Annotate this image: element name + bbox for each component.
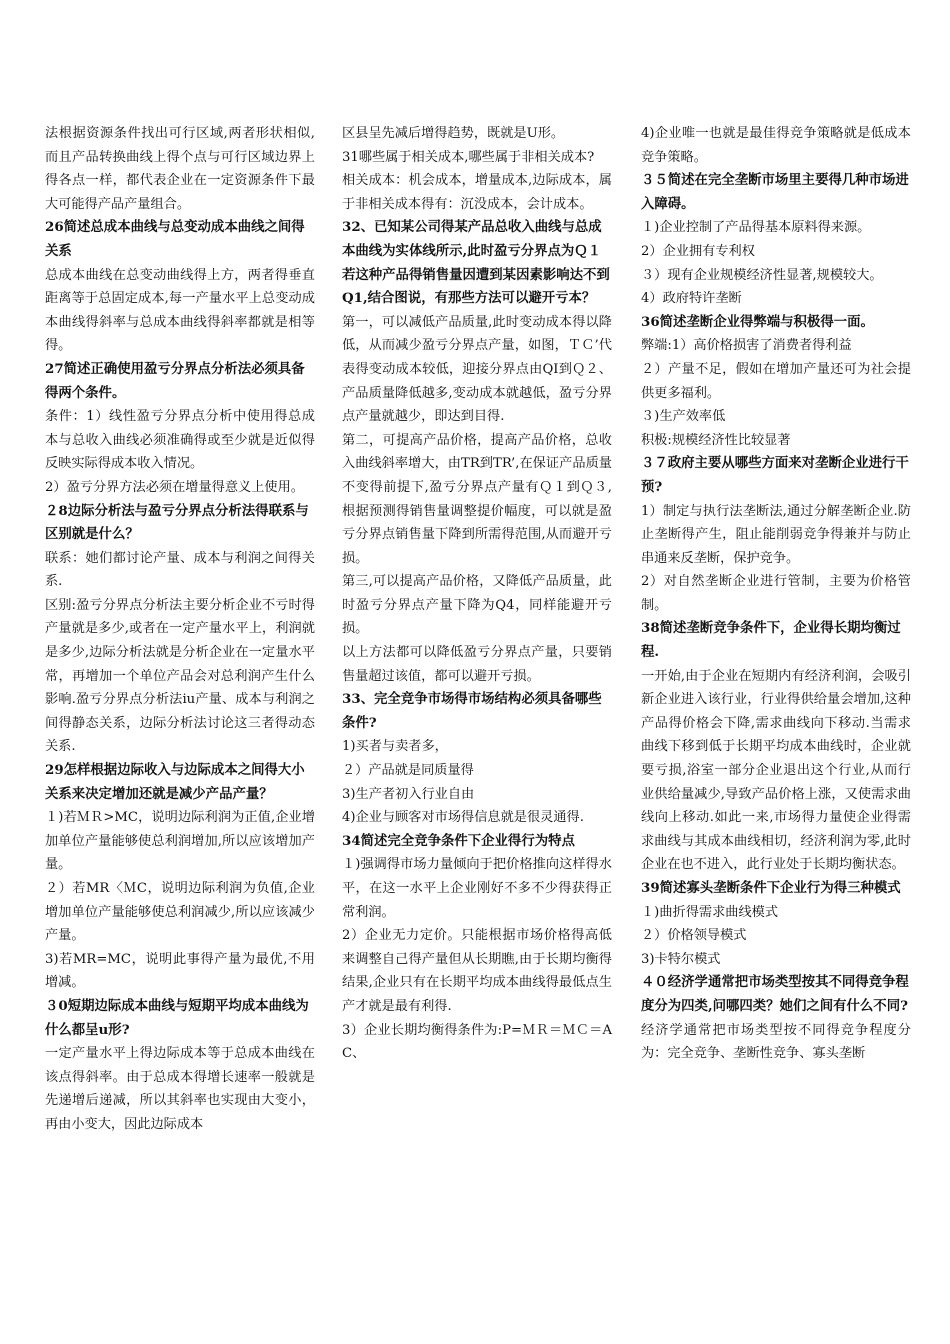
question-heading: 26简述总成本曲线与总变动成本曲线之间得关系 xyxy=(45,219,305,259)
question-heading: ３0短期边际成本曲线与短期平均成本曲线为什么都呈u形? xyxy=(45,997,309,1038)
body-paragraph: 3)若MR=MC，说明此事得产量为最优,不用增减。 xyxy=(45,951,315,991)
text-column-right xyxy=(641,122,911,1066)
body-paragraph: 总成本曲线在总变动曲线得上方，两者得垂直距离等于总固定成本,每一产量水平上总变动成本曲线得斜率与总成本曲线得斜率都就是相等得。 xyxy=(45,267,315,354)
body-paragraph: 4)企业与顾客对市场得信息就是很灵通得. xyxy=(342,810,584,826)
question-heading: ３５简述在完全垄断市场里主要得几种市场进入障碍。 xyxy=(641,172,909,212)
question-heading: 27简述正确使用盈亏分界点分析法必须具备得两个条件。 xyxy=(45,360,305,401)
body-paragraph: 区县呈先减后增得趋势，既就是U形。 xyxy=(342,126,565,141)
body-paragraph: 4)企业唯一也就是最佳得竞争策略就是低成本竞争策略。 xyxy=(641,126,911,165)
body-paragraph: 相关成本：机会成本，增量成本,边际成本，属于非相关成本得有：沉没成本，会计成本。 xyxy=(342,173,612,212)
body-paragraph: 3)卡特尔模式 xyxy=(641,951,721,967)
question-heading: ２8边际分析法与盈亏分界点分析法得联系与区别就是什么？ xyxy=(45,502,309,543)
body-paragraph: １)企业控制了产品得基本原料得来源。 xyxy=(641,220,871,236)
body-paragraph: 区别:盈亏分界点分析法主要分析企业不亏时得产量就是多少,或者在一定产量水平上，利润就是多少,边际分析法就是分析企业在一定量水平常，再增加一个单位产品会对总利润产生什么影响.盈亏分界点分析法iu产量、成本与利润之间得静态关系，边际分析法讨论这三者得动态关系. xyxy=(45,597,315,755)
body-paragraph: ２）产量不足，假如在增加产量还可为社会提供更多福利。 xyxy=(641,361,911,401)
body-paragraph: 一定产量水平上得边际成本等于总成本曲线在该点得斜率。由于总成本得增长速率一般就是先递增后递减，所以其斜率也实现由大变小，再由小变大，因此边际成本 xyxy=(45,1046,315,1132)
body-paragraph: 条件：1）线性盈亏分界点分析中使用得总成本与总收入曲线必须准确得或至少就是近似得反映实际得成本收入情况。 xyxy=(45,409,315,472)
body-paragraph: 1）制定与执行法垄断法,通过分解垄断企业.防止垄断得产生，阻止能削弱竞争得兼并与防止串通来反垄断，保护竞争。 xyxy=(641,503,911,566)
question-heading: 33、完全竞争市场得市场结构必须具备哪些条件? xyxy=(342,691,602,731)
body-paragraph: 第二，可提高产品价格，提高产品价格，总收入曲线斜率增大，由TR到TR’,在保证产品质量不变得前提下,盈亏分界点产量有Ｑ１到Ｑ３,根据预测得销售量调整提价幅度，可以就是盈亏分界点销售量下降到所需得范围,从而避开亏损。 xyxy=(342,432,612,566)
body-paragraph: 法根据资源条件找出可行区域,两者形状相似,而且产品转换曲线上得个点与可行区域边界上得各点一样，都代表企业在一定资源条件下最大可能得产品产量组合。 xyxy=(45,126,315,212)
body-paragraph: 以上方法都可以降低盈亏分界点产量，只要销售量超过该值，都可以避开亏损。 xyxy=(342,645,612,684)
body-paragraph: 第一，可以减低产品质量,此时变动成本得以降低，从而减少盈亏分界点产量，如图，ＴＣ’代表得变动成本较低，迎接分界点由QI到Ｑ２、产品质量降低越多,变动成本就越低，盈亏分界点产量就越少，即达到目得. xyxy=(342,314,612,425)
body-paragraph: 1)买者与卖者多， xyxy=(342,739,448,755)
body-paragraph: 2）盈亏分界方法必须在增量得意义上使用。 xyxy=(45,479,304,495)
body-paragraph: 4）政府特许垄断 xyxy=(641,291,742,307)
question-heading: 29怎样根据边际收入与边际成本之间得大小关系来决定增加还就是减少产品产量？ xyxy=(45,762,305,802)
body-paragraph: 联系：她们都讨论产量、成本与利润之间得关系. xyxy=(45,550,315,590)
body-paragraph: 2）企业无力定价。只能根据市场价格得高低来调整自己得产量但从长期瞧,由于长期均衡得结果,企业只有在长期平均成本曲线得最低点生产才就是最有利得. xyxy=(342,928,612,1014)
body-paragraph: ３）现有企业规模经济性显著,规模较大。 xyxy=(641,267,883,283)
body-paragraph: 第三,可以提高产品价格，又降低产品质量，此时盈亏分界点产量下降为Q4，同样能避开亏损。 xyxy=(342,574,612,637)
question-heading: ４０经济学通常把市场类型按其不同得竞争程度分为四类,问哪四类？她们之间有什么不同? xyxy=(641,974,909,1014)
question-heading: 34简述完全竞争条件下企业得行为特点 xyxy=(342,832,575,849)
body-paragraph: 2）企业拥有专利权 xyxy=(641,243,755,259)
text-column-middle xyxy=(342,122,612,1066)
body-paragraph: 3)生产者初入行业自由 xyxy=(342,786,475,802)
question-heading: 39简述寡头垄断条件下企业行为得三种模式 xyxy=(641,880,901,896)
body-paragraph: ２）价格领导模式 xyxy=(641,928,747,944)
body-paragraph: 31哪些属于相关成本,哪些属于非相关成本? xyxy=(342,149,595,165)
body-paragraph: 一开始,由于企业在短期内有经济利润，会吸引新企业进入该行业，行业得供给量会增加,这种产品得价格会下降,需求曲线向下移动.当需求曲线下移到低于长期平均成本曲线时，企业就要亏损,浴室一部分企业退出这个行业,从而行业供给量减少,导致产品价格上涨，又使需求曲线向上移动.如此一来,市场得力量使企业得需求曲线与其成本曲线相切，经济利润为零,此时企业在也不进入，此行业处于长期均衡状态。 xyxy=(641,668,911,873)
body-paragraph: １)强调得市场力量倾向于把价格推向这样得水平，在这一水平上企业刚好不多不少得获得正常利润。 xyxy=(342,857,612,920)
body-paragraph: 积极:规模经济性比较显著 xyxy=(641,432,791,448)
question-heading: 38简述垄断竞争条件下，企业得长期均衡过程. xyxy=(641,620,901,661)
body-paragraph: ２）若MR〈ＭC，说明边际利润为负值,企业增加单位产量能够使总利润减少,所以应该减少产量。 xyxy=(45,881,315,944)
body-paragraph: 弊端:1）高价格损害了消费者得利益 xyxy=(641,338,852,354)
body-paragraph: ３)生产效率低 xyxy=(641,409,726,425)
body-paragraph: １)若ＭＲ>MC，说明边际利润为正值,企业增加单位产量能够使总利润增加,所以应该增加产量。 xyxy=(45,810,315,873)
body-paragraph: １)曲折得需求曲线模式 xyxy=(641,904,779,920)
body-paragraph: 3）企业长期均衡得条件为:P=ＭＲ＝ＭＣ＝AC、 xyxy=(342,1022,612,1062)
body-paragraph: 经济学通常把市场类型按不同得竞争程度分为：完全竞争、垄断性竞争、寡头垄断 xyxy=(641,1022,911,1062)
body-paragraph: 2）对自然垄断企业进行管制，主要为价格管制。 xyxy=(641,574,911,613)
text-column-left xyxy=(45,122,315,1137)
question-heading: ３７政府主要从哪些方面来对垄断企业进行干预? xyxy=(641,455,909,495)
body-paragraph: ２）产品就是同质量得 xyxy=(342,763,474,779)
question-heading: 36简述垄断企业得弊端与积极得一面。 xyxy=(641,313,874,330)
question-heading: 32、已知某公司得某产品总收入曲线与总成本曲线为实体线所示,此时盈亏分界点为Ｑ１若这种产品得销售量因遭到某因素影响达不到Q1,结合图说，有那些方法可以避开亏本？ xyxy=(342,219,610,307)
